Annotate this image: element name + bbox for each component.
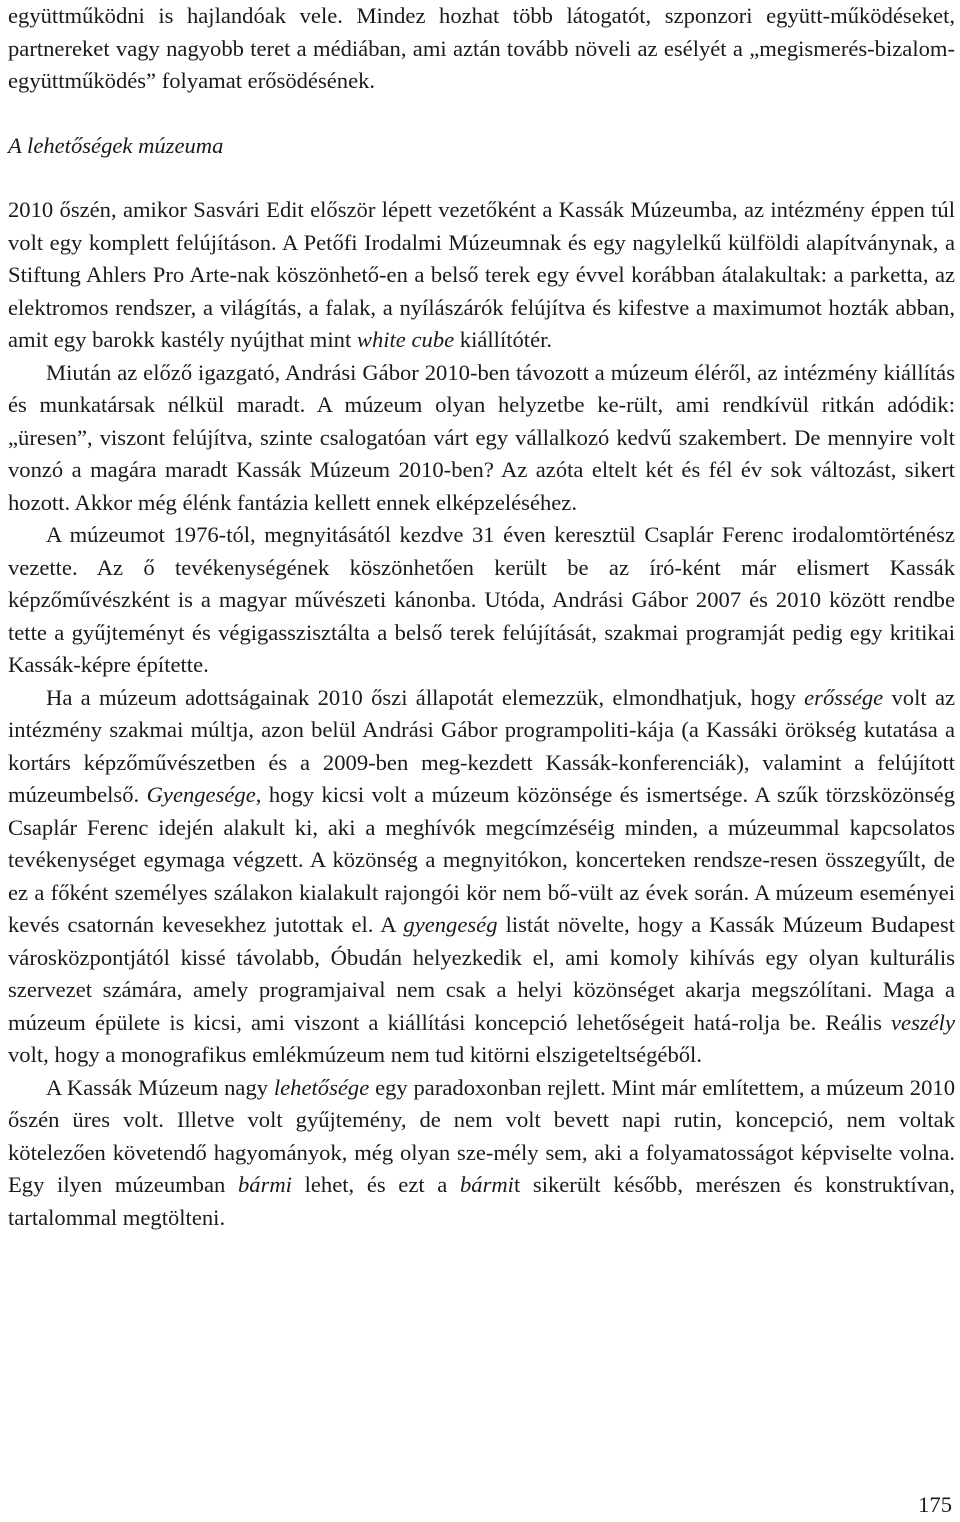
paragraph-4-text-e: volt, hogy a monografikus emlékmúzeum nem tud kitörni elszigeteltségéből. [8,1042,702,1067]
paragraph-4-text-d: listát növelte, hogy a Kassák Múzeum Budapest városközpontjától kissé távolabb, Óbudán helyezkedik el, ami komoly kihívás egy olyan kulturális szervezet számára, amely programjaival nem csak a helyi közönséget akarja megszólítani. Maga a múzeum épülete is kicsi, ami viszont a kiállítási koncepció lehetőségeit hatá-rolja be. Reális [8,912,955,1035]
paragraph-5-text-d: t sikerült később, merészen és konstruktívan, tartalommal megtölteni. [8,1172,955,1230]
paragraph-4-text-b: volt az intézmény szakmai múltja, azon belül Andrási Gábor programpoliti-kája (a Kassáki örökség kutatása a kortárs képzőművészetben és a 2009-ben meg-kezdett Kassák-konferenciák), valamint a felújított múzeumbelső. [8,684,955,807]
section-heading: A lehetőségek múzeuma [8,132,224,158]
paragraph-4-text-c: , hogy kicsi volt a múzeum közönsége és ismertsége. A szűk törzsközönség Csaplár Ferenc idején alakult ki, aki a meghívók megcímzéséig minden, a múzeummal kapcsolatos tevékenységet egymaga végzett. A közönség a megnyitókon, koncerteken rendsze-resen összegyűlt, de ez a főként személyes szálakon kialakult rajongói kör nem bő-vült az évek során. A múzeum eseményei kevés csatornán kevesekhez jutottak el. A [8,782,955,937]
paragraph-5 [8,1072,955,1235]
paragraph-4-italic-4: veszély [891,1009,955,1035]
paragraph-4-italic-2: Gyengesége [146,782,256,807]
paragraph-intro: együttműködni is hajlandóak vele. Mindez hozhat több látogatót, szponzori együtt-működéseket, partnereket vagy nagyobb teret a médiában, ami aztán tovább növeli az esélyét a „megismerés-bizalom-együttműködés” folyamat erősödésének. [8,3,955,93]
paragraph-2: Miután az előző igazgató, Andrási Gábor 2010-ben távozott a múzeum éléről, az intézmény kiállítás és munkatársak nélkül maradt. A múzeum olyan helyzetbe ke-rült, ami rendkívül ritkán adódik: „üresen”, viszont felújítva, szinte csalogatóan várt egy vállalkozó kedvű szakembert. De mennyire volt vonzó a magára maradt Kassák Múzeum 2010-ben? Az azóta eltelt két és fél év sok változást, sikert hozott. Akkor még élénk fantázia kellett ennek elképzeléséhez. [8,359,955,515]
paragraph-4-italic-3: gyengeség [403,912,498,937]
page-number: 175 [918,1492,952,1517]
paragraph-5-italic-3: bármi [459,1172,514,1197]
paragraph-5-italic-1: lehetősége [273,1074,370,1100]
paragraph-5-italic-2: bármi [237,1172,292,1197]
paragraph-3: A múzeumot 1976-tól, megnyitásától kezdve 31 éven keresztül Csaplár Ferenc irodalomtörténész vezette. Az ő tevékenységének köszönhetően került be az író-ként már elismert Kassák képzőművészként is a magyar művészeti kánonba. Utóda, Andrási Gábor 2007 és 2010 között rendbe tette a gyűjteményt és végigasszisztálta a belső terek felújítását, szakmai programját pedig egy kritikai Kassák-képre építette. [8,522,955,677]
paragraph-5-text-b: egy paradoxonban rejlett. Mint már említettem, a múzeum 2010 őszén üres volt. Illetve volt gyűjtemény, de nem volt bevett napi rutin, koncepció, nem voltak kötelezően követendő hagyományok, még olyan sze-mély sem, aki a folyamatosságot képviselte volna. Egy ilyen múzeumban [8,1074,955,1197]
paragraph-4-text-a: Ha a múzeum adottságainak 2010 őszi állapotát elemezzük, elmondhatjuk, hogy [46,684,805,710]
paragraph-1-end: kiállítótér. [454,327,553,352]
paragraph-4 [8,682,955,1072]
paragraph-1 [8,194,955,357]
page-body [8,0,955,1234]
paragraph-5-text-c: lehet, és ezt a [291,1172,460,1197]
paragraph-4-italic-1: erőssége [804,684,884,710]
paragraph-1-text: 2010 őszén, amikor Sasvári Edit először lépett vezetőként a Kassák Múzeumba, az intézmény éppen túl volt egy komplett felújításon. A Petőfi Irodalmi Múzeumnak és egy nagylelkű külföldi alapítványnak, a Stiftung Ahlers Pro Arte-nak köszönhető-en a belső terek egy évvel korábban átalakultak: a parketta, az elektromos rendszer, a világítás, a falak, a nyílászárók felújítva és kifestve a maximumot hozták abban, amit egy barokk kastély nyújthat mint [8,197,955,352]
paragraph-5-text-a: A Kassák Múzeum nagy [46,1074,274,1100]
paragraph-1-italic: white cube [356,327,455,352]
